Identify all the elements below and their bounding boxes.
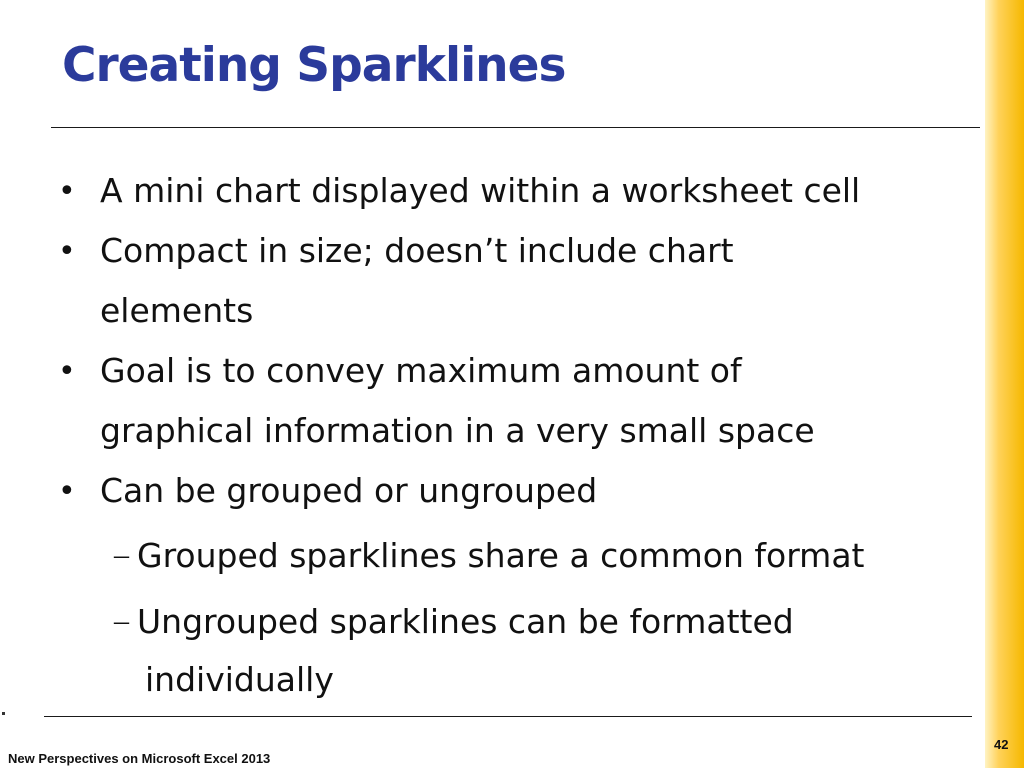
sub-bullet-text-continued: individually: [145, 660, 334, 699]
bullet-icon: •: [58, 234, 76, 269]
footer-divider: [44, 716, 972, 717]
bullet-text: Goal is to convey maximum amount of: [100, 351, 742, 390]
bullet-text-continued: graphical information in a very small space: [100, 411, 815, 450]
sub-bullet-text: Grouped sparklines share a common format: [137, 536, 865, 575]
bullet-text-continued: elements: [100, 291, 254, 330]
slide-title: Creating Sparklines: [62, 38, 566, 93]
bullet-text: Compact in size; doesn’t include chart: [100, 231, 734, 270]
bullet-text: Can be grouped or ungrouped: [100, 471, 598, 510]
title-divider: [51, 127, 980, 128]
bullet-icon: •: [58, 474, 76, 509]
bullet-text: A mini chart displayed within a worksheet cell: [100, 171, 861, 210]
bullet-icon: •: [58, 354, 76, 389]
sub-bullet-text: Ungrouped sparklines can be formatted: [137, 602, 794, 641]
dash-icon: –: [114, 604, 129, 637]
accent-side-bar: [985, 0, 1024, 768]
footer-text: New Perspectives on Microsoft Excel 2013: [8, 751, 271, 766]
dash-icon: –: [114, 538, 129, 571]
corner-mark: [2, 712, 5, 715]
page-number: 42: [994, 737, 1009, 752]
bullet-icon: •: [58, 174, 76, 209]
